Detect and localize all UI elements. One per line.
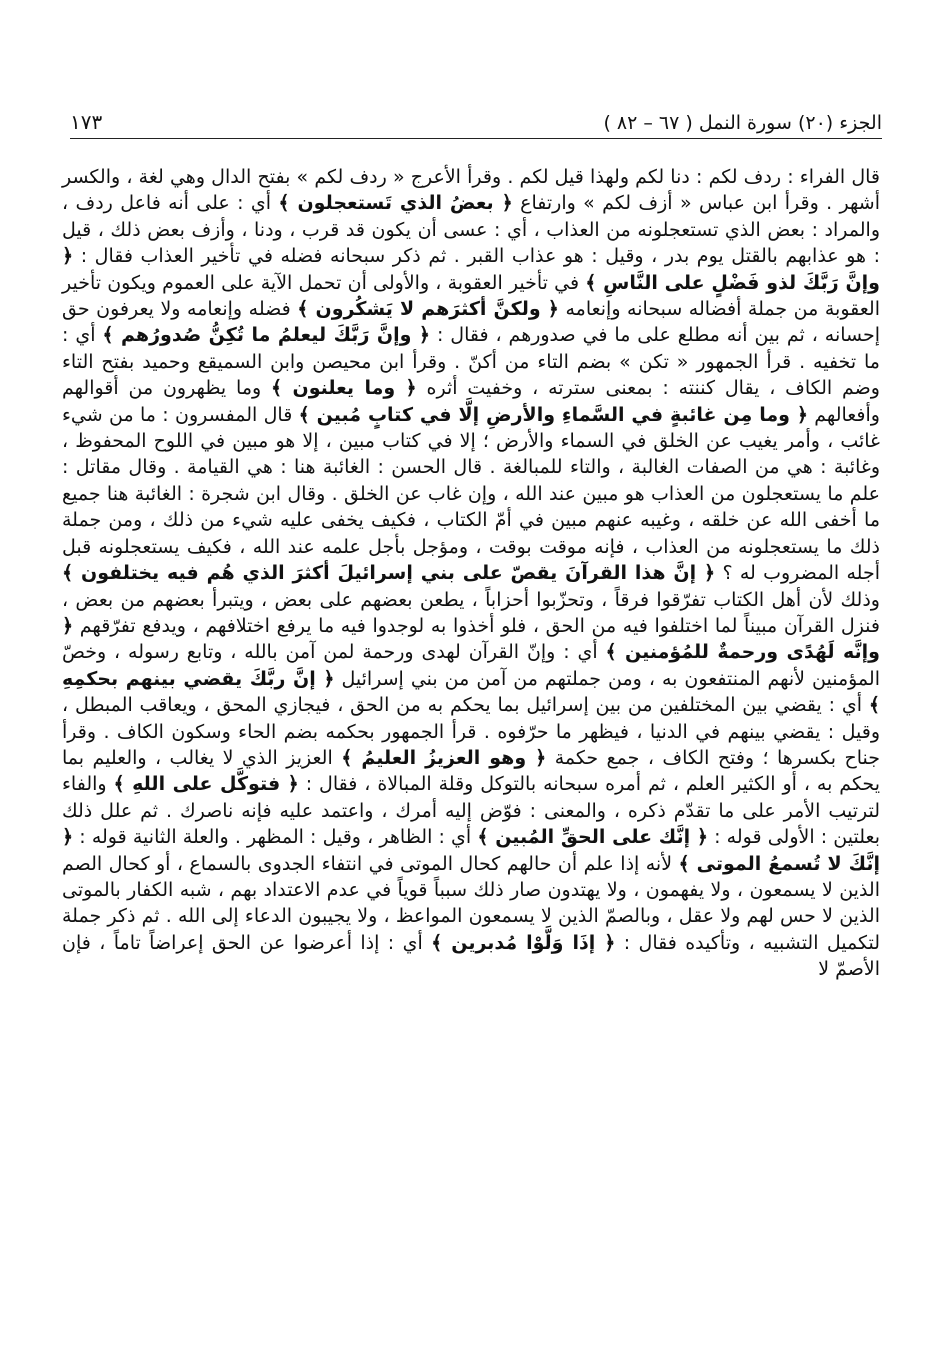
commentary-segment: وذلك لأن أهل الكتاب تفرّقوا فرقاً ، وتحزّبوا أحزاباً ، يطعن بعضهم على بعض ، ويتبرأ بعضهم من بعض ، فنزل القرآن مبيناً لما اختلفوا فيه من الحق ، فلو أخذوا به لوجدوا فيه ما يرفع اختلافهم ، ويدفع تفرّقهم [62, 588, 880, 637]
page-number: ١٧٣ [70, 110, 103, 134]
quran-verse: ﴿ إنَّ هذا القرآنَ يقصّ على بني إسرائيلَ أكثرَ الذي هُم فيه يختلفون ﴾ [62, 562, 716, 585]
commentary-segment: أي : يقضي بين المختلفين من بين إسرائيل بما يحكم به من الحق ، فيجازي المحق ، ويعاقب المبطل ، وقيل : يقضي بينهم في الدنيا ، فيظهر ما حرّفوه . قرأ الجمهور بحكمه بضم الحاء وسكون الكاف . وقرأ جناح بكسرها ؛ وفتح الكاف ، جمع حكمة [62, 694, 880, 769]
commentary-segment: في تأخير العقوبة ، والأولى أن تحمل الآية على العموم ويكون تأخير العقوبة من جملة أفضاله سبحانه وإنعامه [62, 271, 880, 321]
commentary-segment: أي : إذا أعرضوا عن الحق إعراضاً تاماً ، فإن الأصمّ لا [62, 931, 880, 981]
quran-verse: ﴿ وإنَّ رَبَّكَ لذو فَضْلٍ على النَّاسِ ﴾ [62, 245, 880, 294]
quran-verse: ﴿ وإنَّه لَهُدًى ورحمةٌ للمُؤمنين ﴾ [62, 614, 880, 664]
quran-verse: ﴿ فتوكَّل على اللهِ ﴾ [113, 773, 299, 796]
quran-verse: ﴿ إنَّكَ لا تُسمعُ الموتى ﴾ [62, 826, 880, 875]
quran-verse: ﴿ وهو العزيزُ العليمُ ﴾ [341, 746, 547, 769]
quran-verse: ﴿ وإنَّ رَبَّكَ ليعلمُ ما تُكِنُّ صُدورُهم ﴾ [102, 324, 431, 347]
quran-verse: ﴿ بعضُ الذي تَستعجلون ﴾ [278, 192, 513, 215]
quran-verse: ﴿ وما يعلنون ﴾ [271, 377, 417, 400]
commentary-segment: وما يظهرون من أقوالهم وأفعالهم [62, 377, 880, 426]
commentary-text [62, 164, 880, 983]
commentary-segment: لأنه إذا علم أن حالهم كحال الموتى في انتفاء الجدوى بالسماع ، أو كحال الصم الذين لا يسمعون ، ولا يفهمون ، ولا يهتدون صار ذلك سبباً قوياً في عدم الاعتداد بهم ، شبه الكفار بالموتى الذين لا حس لهم ولا عقل ، وبالصمّ الذين لا يسمعون المواعظ ، ولا يجيبون الدعاء إلى الله . ثم ذكر جملة لتكميل التشبيه ، وتأكيده فقال : [62, 852, 881, 954]
commentary-segment: قال المفسرون : ما من شيء غائب ، وأمر يغيب عن الخلق في السماء والأرض ؛ إلا في كتاب مبين ، إلا هو مبين في اللوح المحفوظ ، وغائبة : هي من الصفات الغالبة ، والتاء للمبالغة . قال الحسن : الغائبة هنا : هي القيامة . وقال مقاتل : علم ما يستعجلون من العذاب هو مبين عند الله ، وإن غاب عن الخلق . وقال ابن شجرة : الغائبة هنا جميع ما أخفى الله عن خلقه ، وغيبه عنهم مبين في أمّ الكتاب ، فكيف يخفى عليه شيء من ذلك ، ومن جملة ذلك ما يستعجلونه من العذاب ، فإنه موقت بوقت ، ومؤجل بأجل علمه عند الله ، فكيف يستعجلونه قبل أجله المضروب له ؟ [62, 403, 880, 585]
quran-verse: ﴿ إذَا وَلَّوْا مُدبرين ﴾ [431, 931, 616, 954]
commentary-segment: أي : ما تخفيه . قرأ الجمهور « تكن » بضم التاء من أكنّ . وقرأ ابن محيصن وابن السميقع وحميد بفتح التاء وضم الكاف ، يقال كننته : بمعنى سترته ، وخفيت أثره [62, 324, 880, 400]
commentary-segment: أي : وإنّ القرآن لهدى ورحمة لمن آمن بالله ، وتابع رسوله ، وخصّ المؤمنين لأنهم المنتفعون به ، ومن جملتهم من آمن من بني إسرائيل [62, 641, 880, 690]
quran-verse: ﴿ ولكنَّ أكثرَهم لا يَشكُرون ﴾ [297, 298, 559, 321]
commentary-segment: العزيز الذي لا يغالب ، والعليم بما يحكم به ، أو الكثير العلم ، ثم أمره سبحانه بالتوكل وقلة المبالاة ، فقال : [62, 746, 880, 796]
commentary-segment: أي : الظاهر ، وقيل : المظهر . والعلة الثانية قوله : [73, 826, 478, 849]
quran-verse: ﴿ إنَّ ربَّكَ يقضي بينهم بحكمِهِ ﴾ [62, 667, 880, 717]
commentary-segment: والفاء لترتيب الأمر على ما تقدّم ذكره ، والمعنى : فوّض إليه أمرك ، واعتمد عليه فإنه ناصرك . ثم علل ذلك بعلتين : الأولى قوله : [62, 773, 880, 849]
quran-verse: ﴿ وما مِن غائبةٍ في السَّماءِ والأرضِ إلَّا في كتابٍ مُبين ﴾ [298, 403, 808, 426]
page-header [70, 100, 882, 134]
commentary-segment: قال الفراء : ردف لكم : دنا لكم ولهذا قيل لكم . وقرأ الأعرج « ردف لكم » بفتح الدال وهي لغة ، والكسر أشهر . وقرأ ابن عباس « أزف لكم » وارتفاع [62, 166, 880, 215]
header-divider [70, 138, 882, 139]
running-title: الجزء (٢٠) سورة النمل ( ٦٧ – ٨٢ ) [603, 112, 882, 134]
commentary-segment: فضله وإنعامه ولا يعرفون حق إحسانه ، ثم بين أنه مطلع على ما في صدورهم ، فقال : [62, 298, 880, 347]
commentary-segment: أي : على أنه فاعل ردف ، والمراد : بعض الذي تستعجلونه من العذاب ، أي : عسى أن يكون قد قرب ، ودنا ، وأزف بعض ذلك ، قيل : هو عذابهم بالقتل يوم بدر ، وقيل : هو عذاب القبر . ثم ذكر سبحانه فضله في تأخير العذاب فقال : [62, 192, 880, 268]
quran-verse: ﴿ إنَّك على الحقِّ المُبين ﴾ [477, 826, 708, 849]
